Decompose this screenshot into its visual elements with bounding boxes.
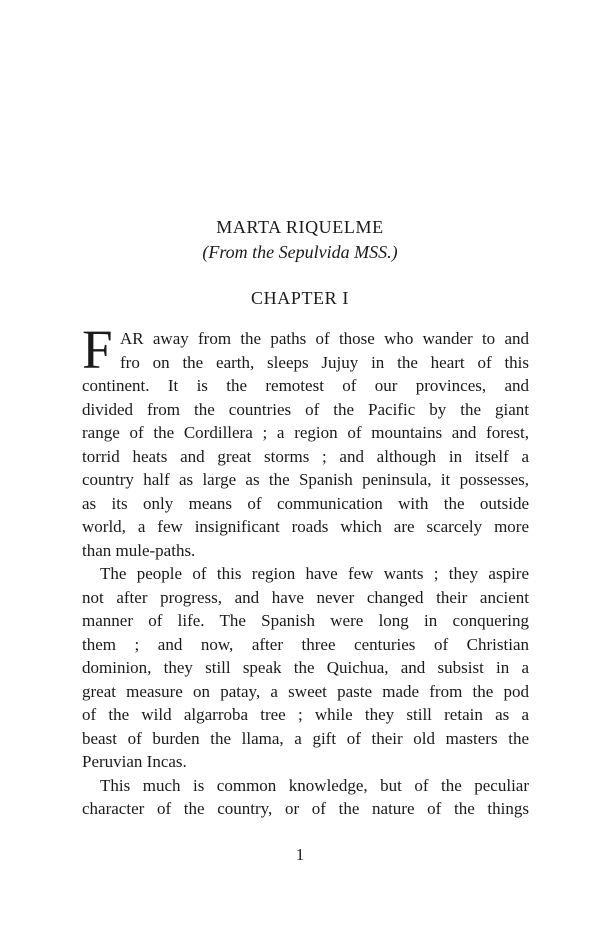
text-line: of the wild algarroba tree ; while they still retain as a	[82, 705, 529, 724]
text-line: manner of life. The Spanish were long in conquering	[82, 611, 529, 630]
text-line: The people of this region have few wants ; they aspire	[100, 564, 529, 583]
text-line: continent. It is the remotest of our provinces, and	[82, 376, 529, 395]
text-line: divided from the countries of the Pacific by the giant	[82, 399, 529, 419]
text-line: dominion, they still speak the Quichua, and subsist in a	[82, 658, 529, 677]
text-line: character of the country, or of the nature of the things	[82, 799, 529, 818]
page-number: 1	[295, 845, 305, 864]
body-text	[82, 319, 529, 821]
text-line: as its only means of communication with the outside	[82, 493, 529, 513]
text-line: world, a few insignificant roads which are scarcely more	[82, 517, 529, 536]
text-line: than mule-paths.	[82, 540, 196, 560]
chapter-heading: CHAPTER I	[251, 288, 349, 308]
text-line: This much is common knowledge, but of the peculiar	[100, 775, 529, 795]
text-line: AR away from the paths of those who wander to and	[120, 329, 529, 348]
text-line: fro on the earth, sleeps Jujuy in the heart of this	[120, 352, 529, 372]
story-title: MARTA RIQUELME	[216, 217, 384, 237]
text-line: them ; and now, after three centuries of Christian	[82, 634, 529, 654]
text-line: great measure on patay, a sweet paste made from the pod	[82, 681, 529, 701]
text-line: not after progress, and have never changed their ancient	[82, 587, 529, 607]
story-subtitle: (From the Sepulvida MSS.)	[202, 242, 398, 262]
drop-cap: F	[82, 319, 113, 380]
text-line: country half as large as the Spanish peninsula, it possesses,	[82, 470, 529, 489]
text-line: beast of burden the llama, a gift of their old masters the	[82, 728, 529, 748]
text-line: Peruvian Incas.	[82, 752, 187, 771]
text-line: range of the Cordillera ; a region of mountains and forest,	[82, 423, 529, 442]
text-line: torrid heats and great storms ; and although in itself a	[82, 446, 529, 466]
